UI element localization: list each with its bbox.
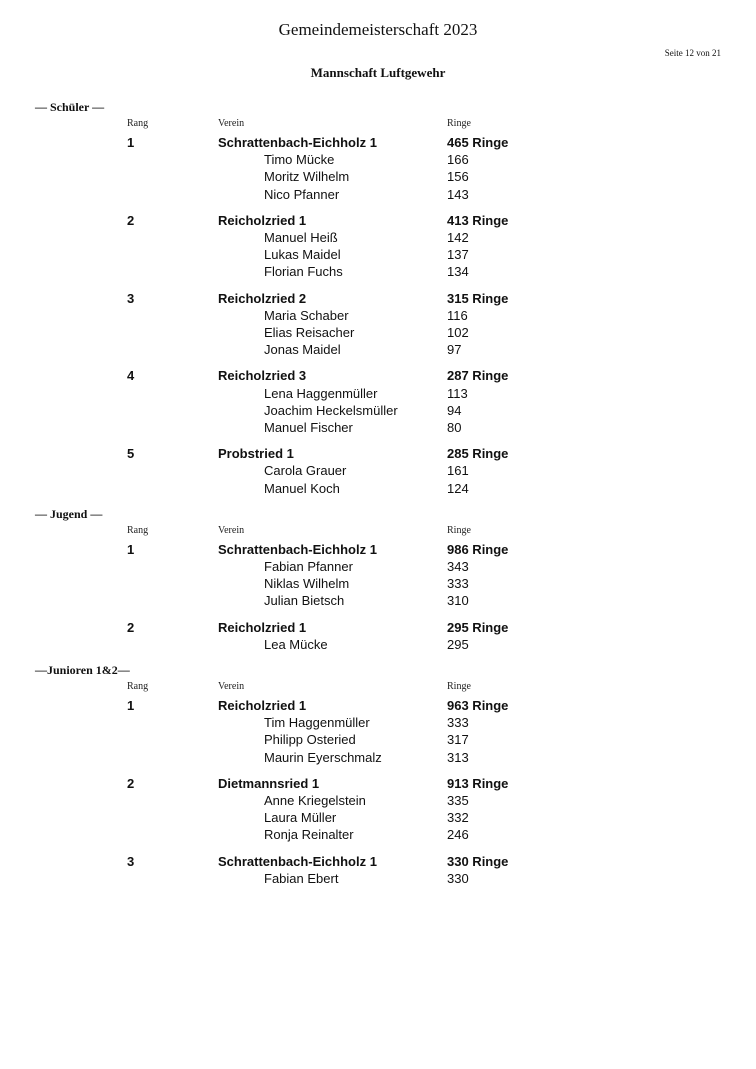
member-score: 94 xyxy=(447,402,462,418)
member-score: 143 xyxy=(447,186,469,202)
member-name: Tim Haggenmüller xyxy=(264,715,370,731)
member-score: 97 xyxy=(447,342,462,358)
member-name: Moritz Wilhelm xyxy=(264,169,350,185)
section-title: — Schüler — xyxy=(35,100,105,114)
member-score: 333 xyxy=(447,715,469,731)
team-rank: 3 xyxy=(127,853,135,869)
member-score: 332 xyxy=(447,810,469,826)
member-name: Carola Grauer xyxy=(264,463,347,479)
team-club: Reicholzried 1 xyxy=(218,212,307,228)
team-total: 465 Ringe xyxy=(447,135,509,150)
column-header-club: Verein xyxy=(218,118,245,129)
member-name: Timo Mücke xyxy=(264,152,335,168)
member-name: Lena Haggenmüller xyxy=(264,385,378,401)
team-rank: 2 xyxy=(127,775,135,791)
member-score: 142 xyxy=(447,230,469,245)
team-total: 913 Ringe xyxy=(447,775,509,791)
column-header-club: Verein xyxy=(218,681,245,692)
team-total: 413 Ringe xyxy=(447,212,509,228)
member-name: Fabian Pfanner xyxy=(264,559,353,574)
member-score: 102 xyxy=(447,325,469,340)
member-score: 161 xyxy=(447,463,469,479)
member-name: Lukas Maidel xyxy=(264,247,341,263)
team-total: 330 Ringe xyxy=(447,853,509,869)
member-score: 137 xyxy=(447,247,469,263)
member-score: 317 xyxy=(447,732,469,748)
column-header-rings: Ringe xyxy=(447,681,471,692)
team-club: Reicholzried 1 xyxy=(218,619,307,635)
team-club: Schrattenbach-Eichholz 1 xyxy=(218,541,377,557)
team-club: Reicholzried 2 xyxy=(218,290,307,306)
section-title: — Jugend — xyxy=(35,506,103,521)
team-club: Reicholzried 1 xyxy=(218,698,307,713)
member-score: 116 xyxy=(447,307,468,323)
member-name: Niklas Wilhelm xyxy=(264,576,350,592)
team-club: Dietmannsried 1 xyxy=(218,775,320,791)
team-total: 295 Ringe xyxy=(447,619,509,635)
member-score: 156 xyxy=(447,169,469,185)
member-name: Lea Mücke xyxy=(264,636,328,652)
member-score: 80 xyxy=(447,420,462,435)
column-header-rings: Ringe xyxy=(447,118,471,129)
column-header-rings: Ringe xyxy=(447,524,471,536)
member-score: 166 xyxy=(447,152,469,168)
column-header-rank: Rang xyxy=(127,681,149,692)
member-score: 124 xyxy=(447,480,469,496)
team-rank: 3 xyxy=(127,290,135,306)
team-total: 285 Ringe xyxy=(447,446,509,462)
member-name: Manuel Koch xyxy=(264,480,340,496)
member-score: 335 xyxy=(447,793,469,808)
team-total: 986 Ringe xyxy=(447,541,509,557)
member-name: Nico Pfanner xyxy=(264,186,340,202)
member-name: Laura Müller xyxy=(264,810,337,826)
member-score: 333 xyxy=(447,576,469,592)
member-name: Maurin Eyerschmalz xyxy=(264,749,382,765)
member-name: Ronja Reinalter xyxy=(264,827,354,843)
member-name: Manuel Fischer xyxy=(264,420,353,435)
member-name: Julian Bietsch xyxy=(264,593,345,609)
member-name: Elias Reisacher xyxy=(264,325,355,340)
team-total: 315 Ringe xyxy=(447,290,509,306)
column-header-rank: Rang xyxy=(127,524,149,536)
member-score: 330 xyxy=(447,870,469,886)
member-name: Manuel Heiß xyxy=(264,230,338,245)
team-club: Schrattenbach-Eichholz 1 xyxy=(218,135,377,150)
team-rank: 1 xyxy=(127,135,135,150)
team-rank: 5 xyxy=(127,446,135,462)
member-name: Jonas Maidel xyxy=(264,342,341,358)
member-name: Florian Fuchs xyxy=(264,264,343,280)
member-score: 246 xyxy=(447,827,469,843)
member-name: Philipp Osteried xyxy=(264,732,356,748)
team-rank: 1 xyxy=(127,541,135,557)
member-score: 295 xyxy=(447,636,469,652)
team-total: 287 Ringe xyxy=(447,368,509,384)
member-name: Anne Kriegelstein xyxy=(264,793,366,808)
document-title: Gemeindemeisterschaft 2023 xyxy=(278,20,478,39)
member-score: 343 xyxy=(447,559,469,574)
member-score: 313 xyxy=(447,749,469,765)
member-name: Joachim Heckelsmüller xyxy=(264,402,398,418)
section-title: —Junioren 1&2— xyxy=(35,663,130,677)
team-club: Probstried 1 xyxy=(218,446,294,462)
column-header-club: Verein xyxy=(218,524,245,536)
member-score: 113 xyxy=(447,385,468,401)
member-score: 134 xyxy=(447,264,469,280)
team-club: Schrattenbach-Eichholz 1 xyxy=(218,853,377,869)
team-rank: 1 xyxy=(127,698,135,713)
team-club: Reicholzried 3 xyxy=(218,368,307,384)
document-subtitle: Mannschaft Luftgewehr xyxy=(310,65,446,80)
page-number: Seite 12 von 21 xyxy=(664,48,721,58)
team-total: 963 Ringe xyxy=(447,698,509,713)
team-rank: 2 xyxy=(127,619,135,635)
column-header-rank: Rang xyxy=(127,118,149,129)
team-rank: 2 xyxy=(127,212,135,228)
member-name: Maria Schaber xyxy=(264,307,349,323)
member-name: Fabian Ebert xyxy=(264,870,339,886)
member-score: 310 xyxy=(447,593,469,609)
team-rank: 4 xyxy=(127,368,135,384)
